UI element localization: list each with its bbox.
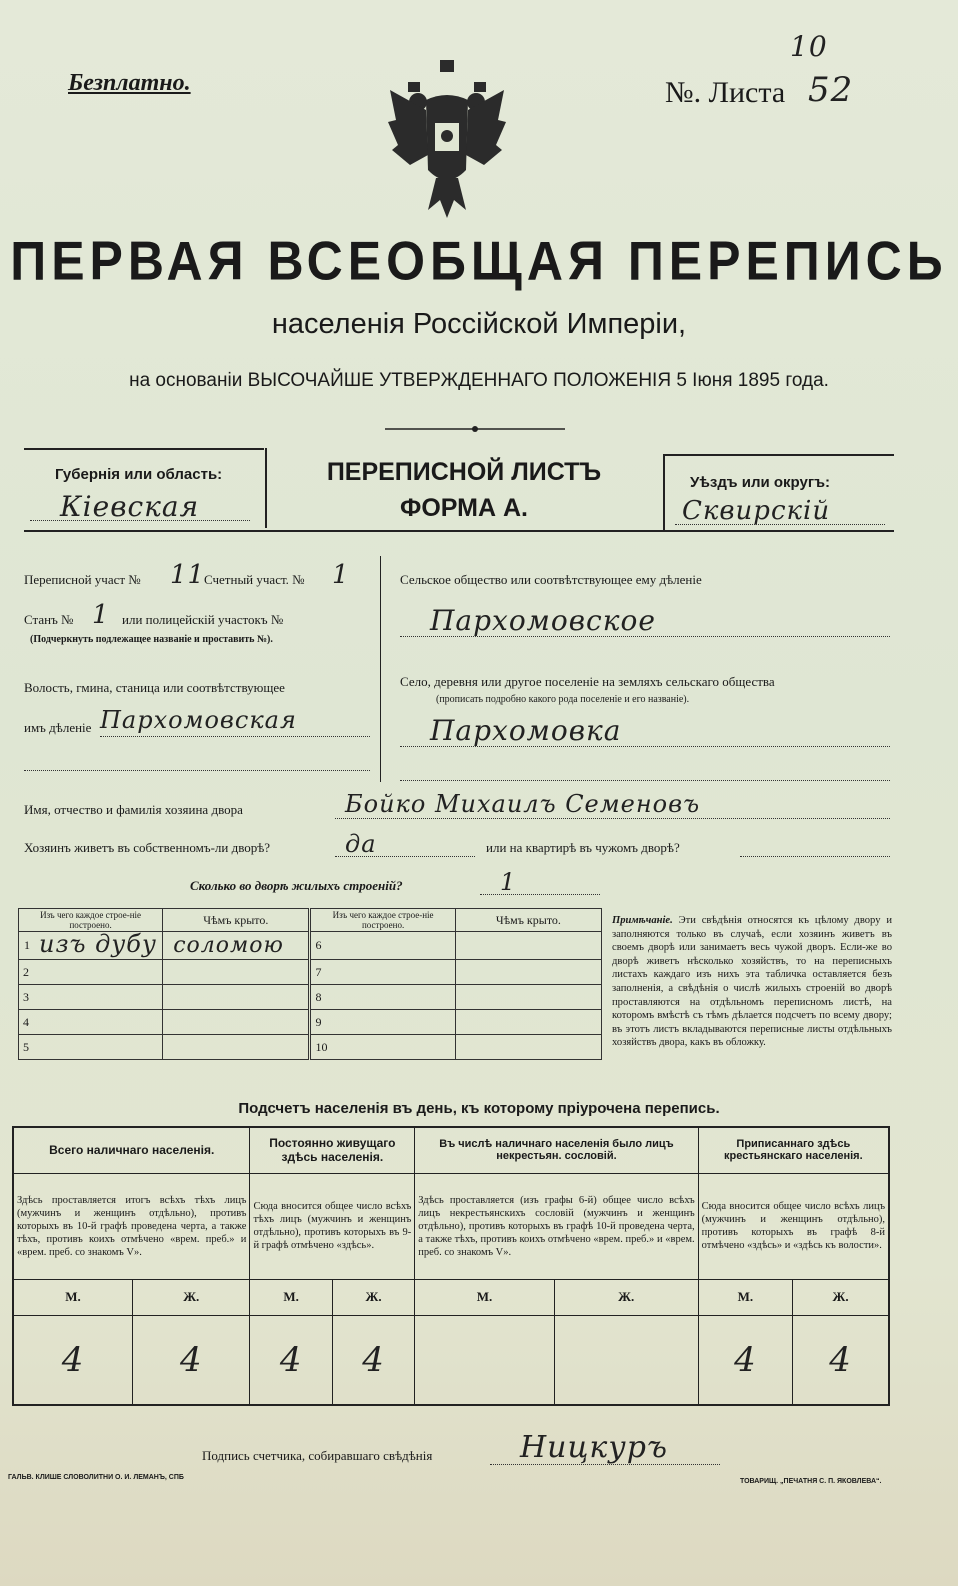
buildings-label: Сколько во дворѣ жилыхъ строеній? [190, 878, 403, 893]
m-label: М. [415, 1279, 555, 1315]
col-noncrest-desc: Здѣсь проставляется (изъ графы 6-й) общее число всѣхъ лицъ некрестьянскихъ сословій (мужчинъ и женщинъ отдѣльно), противъ которыхъ въ графѣ 10-й проведена черта, а также тѣхъ, противъ коихъ отмѣчено «врем. преб.» и «врем. преб. со знакомъ V». [415, 1173, 698, 1279]
roof-header-2: Чѣмъ крыто. [455, 909, 601, 932]
building-row: 3 8 [19, 985, 602, 1010]
permanent-male: 4 [250, 1315, 332, 1405]
volost-label: Волость, гмина, станица или соотвѣтствующее [24, 680, 285, 695]
f-label: Ж. [133, 1279, 250, 1315]
village-value: Пархомовка [430, 714, 622, 747]
note-block [612, 914, 892, 1050]
gubernia-label: Губернія или область: [55, 466, 223, 483]
sheet-form-title: ПЕРЕПИСНОЙ ЛИСТЪ [326, 458, 602, 486]
uchastok-label: Переписной участ № [24, 572, 141, 587]
material-value: изъ дубу [39, 930, 157, 958]
col-permanent-head: Постоянно живущаго здѣсь населенія. [250, 1127, 415, 1173]
ornament-divider [385, 424, 565, 434]
f-label: Ж. [332, 1279, 414, 1315]
population-title: Подсчетъ населенія въ день, къ которому пріурочена перепись. [238, 1100, 720, 1117]
sheet-number-value: 52 [808, 70, 854, 110]
village-label: Село, деревня или другое поселеніе на земляхъ сельскаго общества [400, 674, 775, 689]
material-header: Изъ чего каждое строе-ніе построено. [19, 909, 163, 932]
census-title: ПЕРВАЯ ВСЕОБЩАЯ ПЕРЕПИСЬ [10, 230, 948, 292]
print-right: ТОВАРИЩ. „ПЕЧАТНЯ С. П. ЯКОВЛЕВА“. [740, 1478, 882, 1485]
free-label: Безплатно. [68, 70, 191, 96]
noncrest-female [554, 1315, 698, 1405]
col-total-head: Всего наличнаго населенія. [13, 1127, 250, 1173]
buildings-table [18, 908, 602, 1060]
owner-name-label: Имя, отчество и фамилія хозяина двора [24, 802, 243, 817]
stan-value: 1 [92, 600, 110, 630]
m-label: М. [698, 1279, 792, 1315]
peasant-male: 4 [698, 1315, 792, 1405]
col-peasant-head: Приписаннаго здѣсь крестьянскаго населенія. [698, 1127, 889, 1173]
col-noncrest-head: Въ числѣ наличнаго населенія было лицъ некрестьян. сословій. [415, 1127, 698, 1173]
col-total-desc: Здѣсь проставляется итогъ всѣхъ тѣхъ лицъ (мужчинъ и женщинъ отдѣльно), противъ которыхъ въ 10-й графѣ проведена черта, а также тѣхъ, противъ коихъ отмѣчено «врем. преб.» и «врем. преб. со знакомъ V». [13, 1173, 250, 1279]
building-row: 1 изъ дубу соломою 6 [19, 932, 602, 960]
population-table [12, 1126, 890, 1406]
m-label: М. [250, 1279, 332, 1315]
gubernia-value: Кіевская [60, 490, 200, 523]
signature-label: Подпись счетчика, собиравшаго свѣдѣнія [202, 1448, 433, 1463]
uezd-label: Уѣздъ или округъ: [690, 474, 831, 491]
col-peasant-desc: Сюда вносится общее число всѣхъ лицъ (мужчинъ и женщинъ отдѣльно), противъ которыхъ въ графѣ 8-й отмѣчено «здѣсь» и «здѣсь къ волости». [698, 1173, 889, 1279]
material-header-2: Изъ чего каждое строе-ніе построено. [310, 909, 455, 932]
schetny-value: 1 [332, 560, 350, 590]
sheet-number-extra: 10 [790, 30, 828, 63]
schetny-label: Счетный участ. № [204, 572, 305, 587]
f-label: Ж. [554, 1279, 698, 1315]
owner-name-value: Бойко Михаилъ Семеновъ [345, 790, 701, 818]
building-row: 4 9 [19, 1010, 602, 1035]
census-subtitle: населенія Россійской Имперіи, [271, 308, 687, 340]
building-row: 5 10 [19, 1035, 602, 1060]
stan-note: (Подчеркнуть подлежащее названіе и проставить №). [30, 634, 273, 645]
m-label: М. [13, 1279, 133, 1315]
sheet-number-label: №. Листа [665, 76, 786, 109]
print-left: ГАЛЬВ. КЛИШЕ СЛОВОЛИТНИ О. И. ЛЕМАНЪ, СПБ [8, 1474, 184, 1481]
society-value: Пархомовское [430, 604, 656, 637]
double-headed-eagle-icon [388, 60, 506, 220]
note-text: Эти свѣдѣнія относятся къ цѣлому двору и заполняются только въ случаѣ, если хозяинъ живетъ въ своемъ дворѣ или занимаетъ весь чужой дворъ. Если-же во дворѣ живетъ нѣсколько хозяйствъ, то на переписныхъ листахъ каждаго изъ нихъ эта табличка оставляется безъ заполненія, а свѣдѣнія о числѣ жилыхъ строеній во дворѣ проставляются на отдѣльномъ переписномъ листѣ, на которомъ вмѣстѣ съ тѣмъ дѣлается подсчетъ по всему двору; въ этотъ листъ вкладываются переписные листы отдѣльныхъ хозяйствъ двора, какъ въ обложку. [612, 915, 892, 1049]
owner-lives-value: да [345, 830, 377, 858]
roof-value: соломою [163, 932, 310, 960]
buildings-value: 1 [500, 868, 517, 896]
volost-label-2: имъ дѣленіе [24, 720, 92, 735]
village-note: (прописать подробно какого рода поселеніе и его названіе). [436, 694, 690, 705]
society-label: Сельское общество или соотвѣтствующее ему дѣленіе [400, 572, 702, 587]
sheet-form-name: ФОРМА А. [400, 494, 528, 522]
total-female: 4 [133, 1315, 250, 1405]
stan-label: Станъ № [24, 612, 74, 627]
roof-header: Чѣмъ крыто. [163, 909, 310, 932]
police-label: или полицейскій участокъ № [122, 612, 284, 627]
building-row: 2 7 [19, 960, 602, 985]
col-permanent-desc: Сюда вносится общее число всѣхъ тѣхъ лицъ (мужчинъ и женщинъ отдѣльно), противъ которыхъ въ 9-й графѣ отмѣчено «здѣсь». [250, 1173, 415, 1279]
uezd-value: Сквирскій [682, 496, 831, 526]
uchastok-value: 11 [170, 560, 206, 590]
f-label: Ж. [793, 1279, 889, 1315]
permanent-female: 4 [332, 1315, 414, 1405]
total-male: 4 [13, 1315, 133, 1405]
peasant-female: 4 [793, 1315, 889, 1405]
owner-or-label: или на квартирѣ въ чужомъ дворѣ? [486, 840, 680, 855]
owner-lives-label: Хозяинъ живетъ въ собственномъ-ли дворѣ? [24, 840, 271, 855]
census-basis: на основаніи ВЫСОЧАЙШЕ УТВЕРЖДЕННАГО ПОЛОЖЕНІЯ 5 Іюня 1895 года. [129, 370, 829, 391]
noncrest-male [415, 1315, 555, 1405]
signature-value: Ницкуръ [520, 1430, 668, 1465]
note-head: Примѣчаніе. [612, 915, 673, 926]
volost-value: Пархомовская [100, 706, 297, 734]
